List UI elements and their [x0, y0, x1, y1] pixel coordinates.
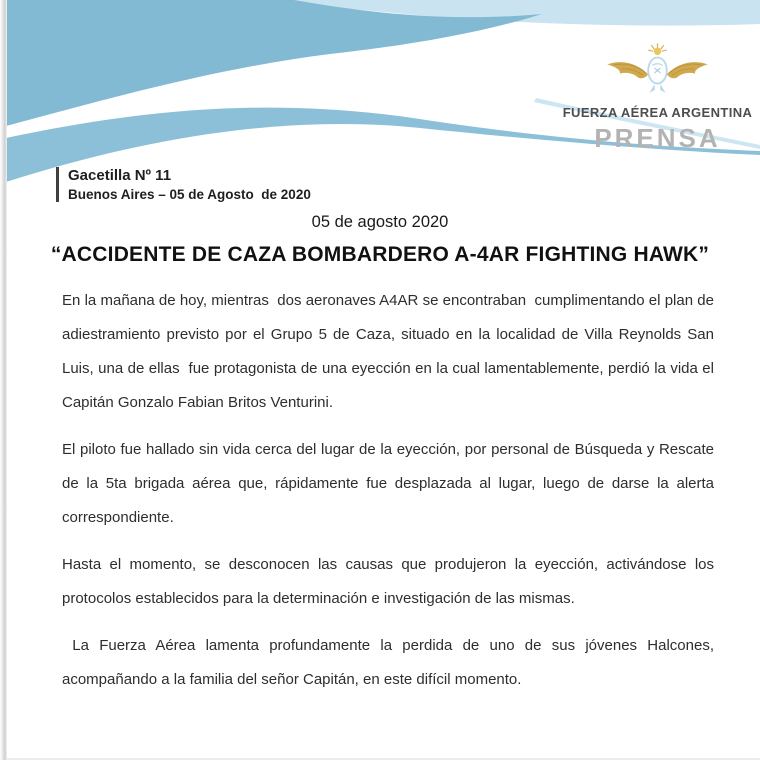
- org-name: FUERZA AÉREA ARGENTINA: [562, 105, 753, 120]
- body-paragraph-2: El piloto fue hallado sin vida cerca del lugar de la eyección, por personal de Búsqueda y Rescate de la 5ta brigada aérea que, rápidamente fue desplazada al lugar, luego de darse la alerta correspondiente.: [62, 441, 719, 526]
- body-paragraph-3: Hasta el momento, se desconocen las causas que produjeron la eyección, activándose los protocolos establecidos para la determinación e investigación de las mismas.: [62, 556, 719, 607]
- gazette-place-date: Buenos Aires – 05 de Agosto de 2020: [68, 187, 311, 202]
- date-line: 05 de agosto 2020: [311, 213, 449, 231]
- gazette-number: Gacetilla Nº 11: [68, 167, 172, 184]
- body-paragraph-4: La Fuerza Aérea lamenta profundamente la perdida de uno de sus jóvenes Halcones, acompañando a la familia del señor Capitán, en este difícil momento.: [62, 637, 719, 688]
- body-paragraph-1: En la mañana de hoy, mientras dos aeronaves A4AR se encontraban cumplimentando el plan de adiestramiento previsto por el Grupo 5 de Caza, situado en la localidad de Villa Reynolds San Luis, una de ellas fue protagonista de una eyección en la cual lamentablemente, perdió la vida el Capitán Gonzalo Fabian Britos Venturini.: [62, 292, 719, 411]
- body-text: [62, 284, 719, 710]
- air-force-emblem-icon: [575, 42, 740, 104]
- brand-block: [545, 42, 760, 154]
- gazette-block: [56, 167, 311, 202]
- press-label: PRENSA: [594, 123, 721, 153]
- headline: “ACCIDENTE DE CAZA BOMBARDERO A-4AR FIGHTING HAWK”: [50, 243, 710, 266]
- page-left-edge: [0, 0, 7, 760]
